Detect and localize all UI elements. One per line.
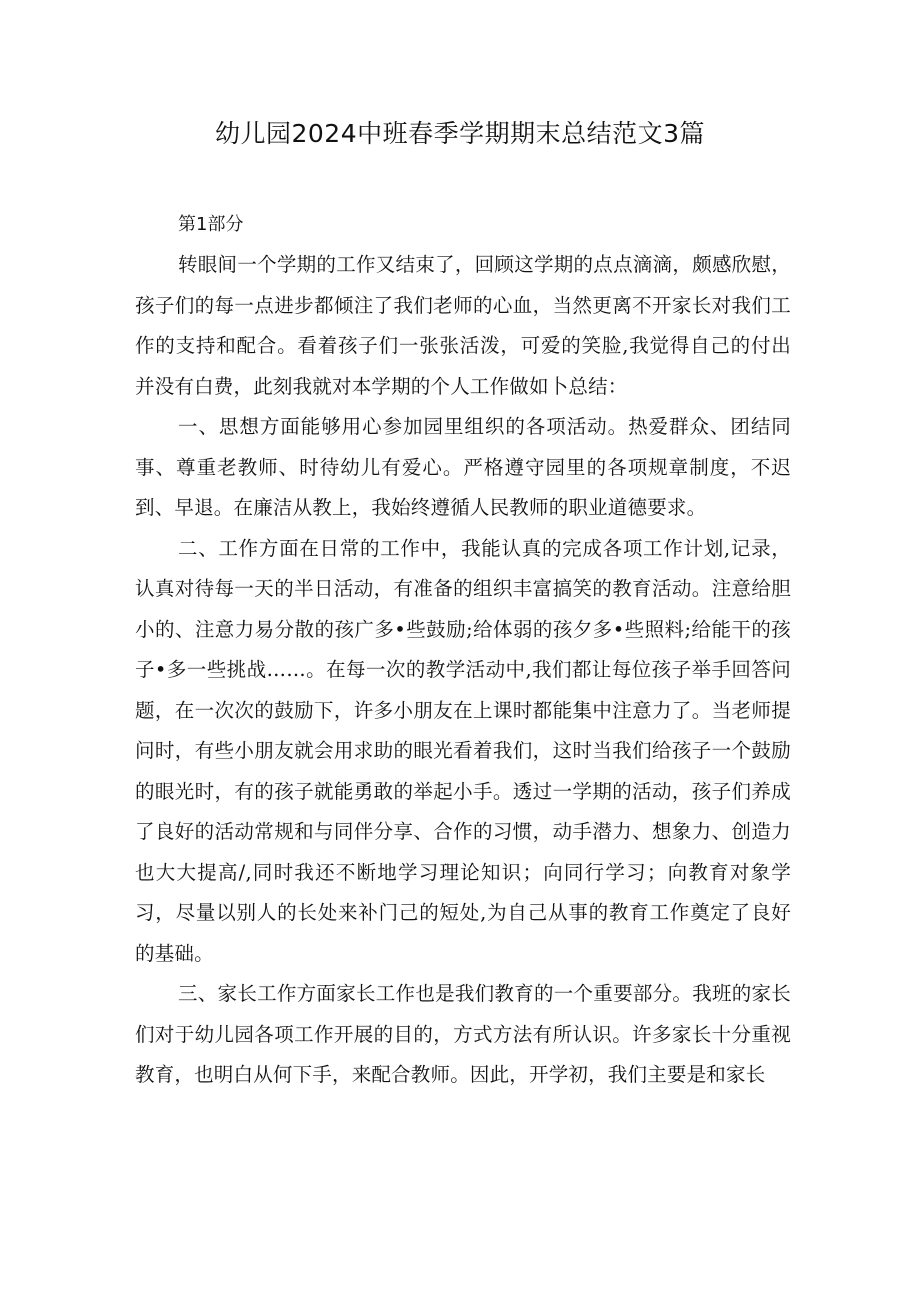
- document-body: [135, 205, 791, 1096]
- paragraph-intro: 转眼间一个学期的工作又结束了，回顾这学期的点点滴滴，颇感欣慰，孩子们的每一点进步都倾注了我们老师的心血，当然更离不开家长对我们工作的支持和配合。看着孩子们一张张活泼，可爱的笑脸,我觉得自己的付出并没有白费，此刻我就对本学期的个人工作做如卜总结：: [135, 253, 791, 398]
- paragraph-work: 二、工作方面在日常的工作中，我能认真的完成各项工作计划,记录，认真对待每一天的半日活动，有准备的组织丰富搞笑的教育活动。注意给胆小的、注意力易分散的孩广多•些鼓励;给体弱的孩夕多•些照料;给能干的孩子•多一些挑战……。在每一次的教学活动中,我们都让每位孩子举手回答问题，在一次次的鼓励下，许多小朋友在上课时都能集中注意力了。当老师提问时，有些小朋友就会用求助的眼光看着我们，这时当我们给孩子一个鼓励的眼光时，有的孩子就能勇敢的举起小手。透过一学期的活动，孩子们养成了良好的活动常规和与同伴分享、合作的习惯，动手潜力、想象力、创造力也大大提高/,同时我还不断地学习理论知识；向同行学习；向教育对象学习，尽量以别人的长处来补门己的短处,为自己从事的教育工作奠定了良好的基础。: [135, 536, 791, 965]
- paragraph-parents: 三、家长工作方面家长工作也是我们教育的一个重要部分。我班的家长们对于幼儿园各项工作开展的目的，方式方法有所认识。许多家长十分重视教育，也明白从何下手，来配合教师。因此，开学初，我们主要是和家长: [135, 982, 791, 1086]
- section-label: 第1部分: [178, 214, 244, 235]
- paragraph-thought: 一、思想方面能够用心参加园里组织的各项活动。热爱群众、团结同事、尊重老教师、时待幼儿有爱心。严格遵守园里的各项规章制度，不迟到、早退。在廉洁从教上，我始终遵循人民教师的职业道德要求。: [135, 415, 791, 519]
- document-title: 幼儿园2024中班春季学期期末总结范文3篇: [214, 119, 706, 148]
